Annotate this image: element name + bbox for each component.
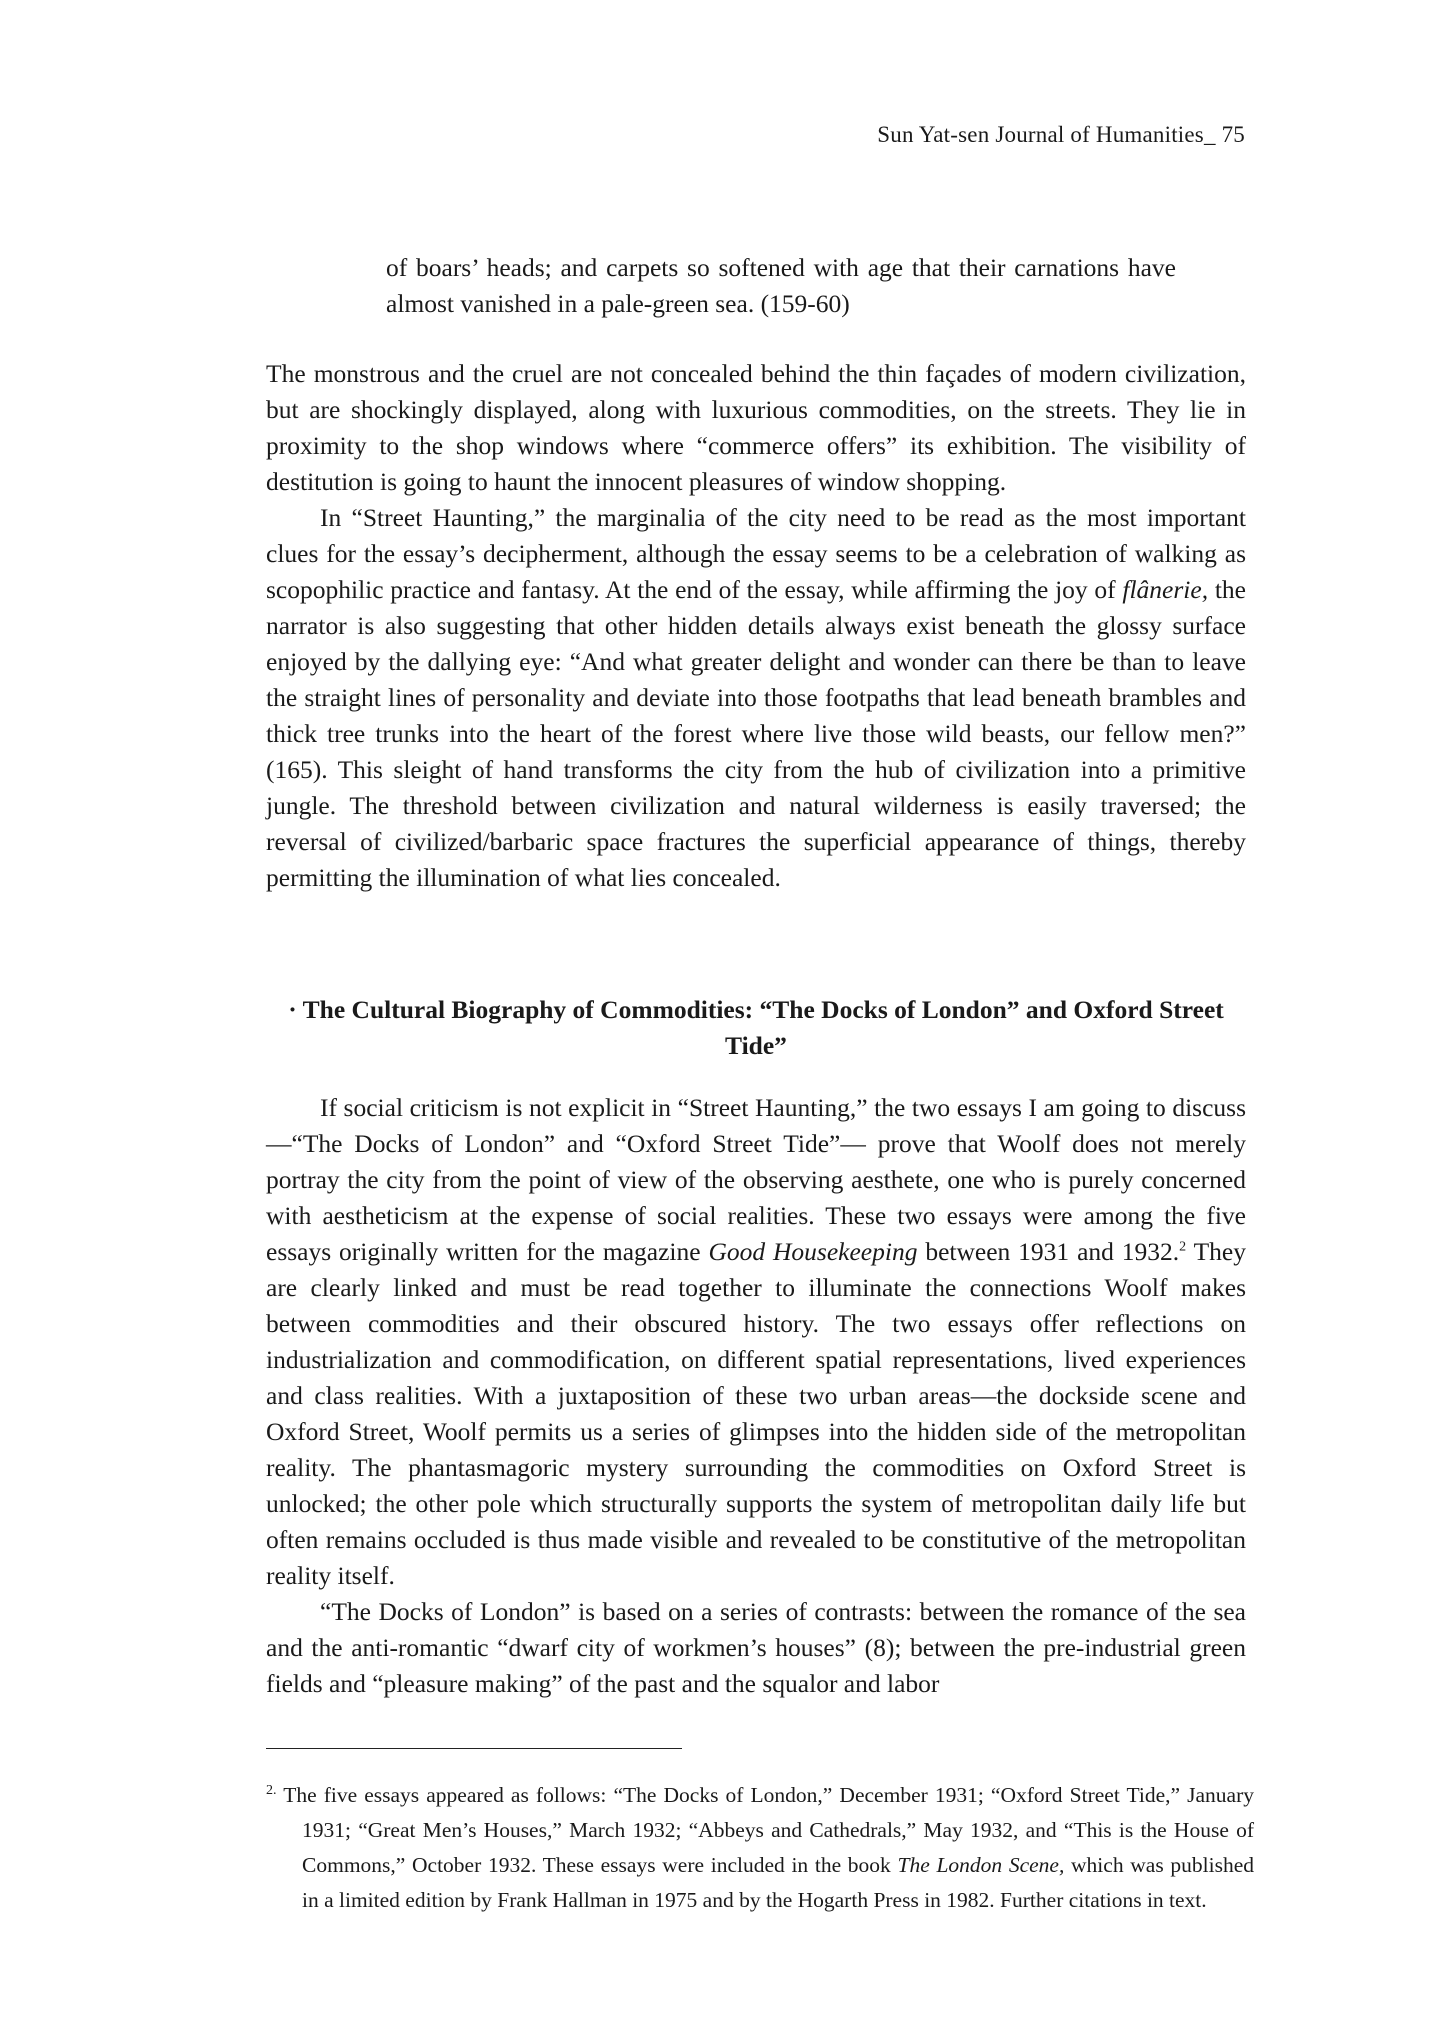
paragraph-street-haunting <box>266 500 1246 896</box>
footnote-text: which was published in a limited edition by Frank Hallman in 1975 and by the Hogarth Press in 1982. Further citations in text. <box>302 1853 1254 1912</box>
footnote-text: The five essays appeared as follows: “The Docks of London,” December 1931; “Oxford Street Tide,” January 1931; “Great Men’s Houses,” March 1932; “Abbeys and Cathedrals,” May 1932, and “This is the House of Commons,” October 1932. These essays were included in the book <box>276 1783 1254 1877</box>
footnote-reference[interactable]: 2 <box>1179 1239 1187 1255</box>
paragraph-text: If social criticism is not explicit in “Street Haunting,” the two essays I am going to discuss—“The Docks of London” and “Oxford Street Tide”— prove that Woolf does not merely portray the city from the point of view of the observing aesthete, one who is purely concerned with aestheticism at the expense of social realities. These two essays were among the five essays originally written for the magazine <box>266 1093 1246 1266</box>
footnote-divider <box>266 1748 682 1749</box>
section-heading <box>266 992 1246 1064</box>
footnote-2 <box>266 1778 1254 1918</box>
paragraph-social-criticism <box>266 1090 1246 1594</box>
italic-term-flanerie: flânerie, <box>1122 575 1209 604</box>
italic-title-london-scene: The London Scene, <box>897 1853 1065 1877</box>
heading-text: The Cultural Biography of Commodities: “The Docks of London” and Oxford Street Tide” <box>302 995 1224 1060</box>
italic-title-good-housekeeping: Good Housekeeping <box>708 1237 918 1266</box>
paragraph-text: the narrator is also suggesting that other hidden details always exist beneath the glossy surface enjoyed by the dallying eye: “And what greater delight and wonder can there be than to leave the straight lines of personality and deviate into those footpaths that lead beneath brambles and thick tree trunks into the heart of the forest where live those wild beasts, our fellow men?” (165). This sleight of hand transforms the city from the hub of civilization into a primitive jungle. The threshold between civilization and natural wilderness is easily traversed; the reversal of civilized/barbaric space fractures the superficial appearance of things, thereby permitting the illumination of what lies concealed. <box>266 575 1246 892</box>
heading-bullet: · <box>288 995 297 1024</box>
paragraph-text: In “Street Haunting,” the marginalia of the city need to be read as the most important clues for the essay’s decipherment, although the essay seems to be a celebration of walking as scopophilic practice and fantasy. At the end of the essay, while affirming the joy of <box>266 503 1246 604</box>
paragraph-docks-of-london: “The Docks of London” is based on a series of contrasts: between the romance of the sea and the anti-romantic “dwarf city of workmen’s houses” (8); between the pre-industrial green fields and “pleasure making” of the past and the squalor and labor <box>266 1597 1246 1698</box>
paragraph-monstrous: The monstrous and the cruel are not concealed behind the thin façades of modern civilization, but are shockingly displayed, along with luxurious commodities, on the streets. They lie in proximity to the shop windows where “commerce offers” its exhibition. The visibility of destitution is going to haunt the innocent pleasures of window shopping. <box>266 359 1246 496</box>
running-header: Sun Yat-sen Journal of Humanities_ 75 <box>877 122 1245 147</box>
paragraph-text: between 1931 and 1932. <box>917 1237 1180 1266</box>
footnote-marker: 2. <box>266 1782 277 1798</box>
paragraph-text: They are clearly linked and must be read together to illuminate the connections Woolf makes between commodities and their obscured history. The two essays offer reflections on industrialization and commodification, on different spatial representations, lived experiences and class realities. With a juxtaposition of these two urban areas—the dockside scene and Oxford Street, Woolf permits us a series of glimpses into the hidden side of the metropolitan reality. The phantasmagoric mystery surrounding the commodities on Oxford Street is unlocked; the other pole which structurally supports the system of metropolitan daily life but often remains occluded is thus made visible and revealed to be constitutive of the metropolitan reality itself. <box>266 1237 1246 1590</box>
body-text-lower <box>266 1090 1246 1702</box>
block-quote-continuation: of boars’ heads; and carpets so softened with age that their carnations have almost vanished in a pale-green sea. (159-60) <box>386 253 1176 318</box>
body-text-upper <box>266 356 1246 896</box>
